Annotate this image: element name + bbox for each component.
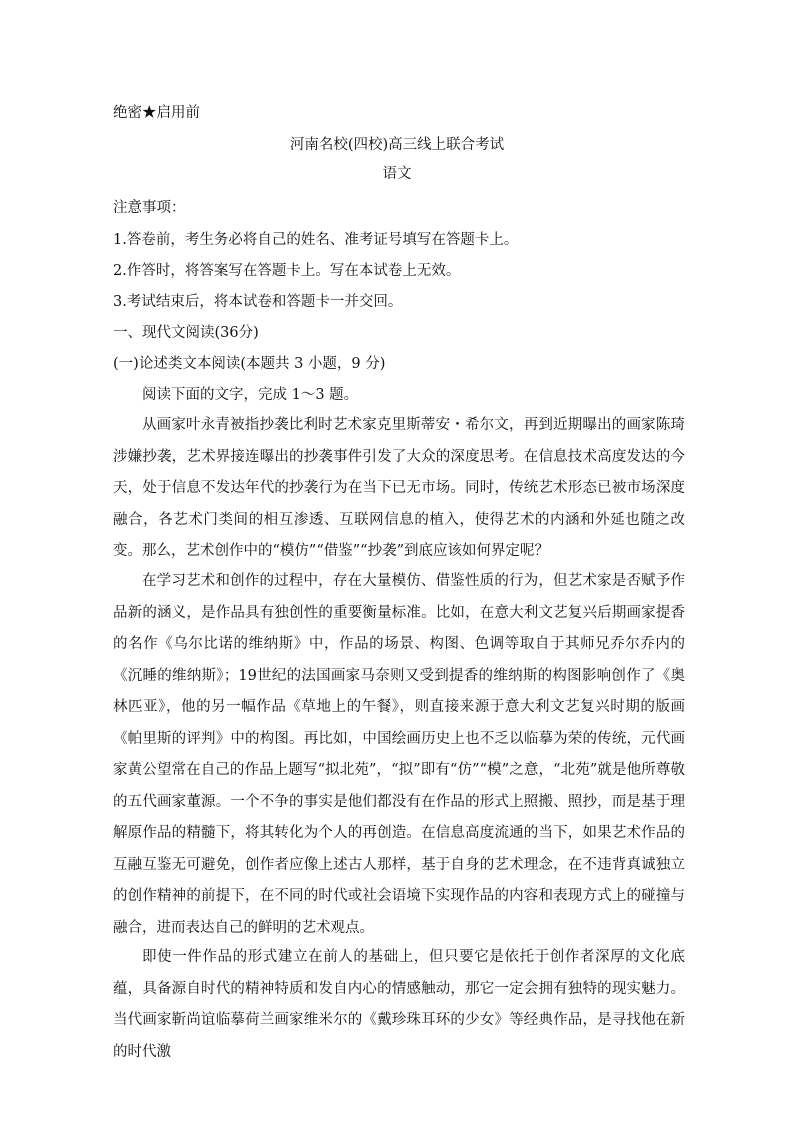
passage-paragraph-3: 即使一件作品的形式建立在前人的基础上，但只要它是依托于创作者深厚的文化底蕴，具备源自时代的精神特质和发自内心的情感触动，那它一定会拥有独特的现实魅力。当代画家靳尚谊临摹荷兰画家维米尔的《戴珍珠耳环的少女》等经典作品，是寻找他在新的时代激 — [113, 949, 685, 1060]
subject-title: 语文 — [382, 166, 412, 182]
subsection-title: (一)论述类文本阅读(本题共 3 小题，9 分) — [113, 356, 386, 372]
passage-paragraph-2: 在学习艺术和创作的过程中，存在大量模仿、借鉴性质的行为，但艺术家是否赋予作品新的涵义，是作品具有独创性的重要衡量标准。比如，在意大利文艺复兴后期画家提香的名作《乌尔比诺的维纳斯》中，作品的场景、构图、色调等取自于其师兄乔尔乔内的《沉睡的维纳斯》；19世纪的法国画家马奈则又受到提香的维纳斯的构图影响创作了《奥林匹亚》，他的另一幅作品《草地上的午餐》，则直接来源于意大利文艺复兴时期的版画《帕里斯的评判》中的构图。再比如，中国绘画历史上也不乏以临摹为荣的传统，元代画家黄公望常在自己的作品上题写“拟北苑”，“拟”即有“仿”“模”之意，“北苑”就是他所尊敬的五代画家董源。一个不争的事实是他们都没有在作品的形式上照搬、照抄，而是基于理解原作品的精髓下，将其转化为个人的再创造。在信息高度流通的当下，如果艺术作品的互融互鉴无可避免，创作者应像上述古人那样，基于自身的艺术理念，在不违背真诚独立的创作精神的前提下，在不同的时代或社会语境下实现作品的内容和表现方式上的碰撞与融合，进而表达自己的鲜明的艺术观点。 — [113, 573, 685, 936]
notice-heading: 注意事项： — [113, 200, 186, 216]
section-title: 一、现代文阅读(36分) — [113, 325, 259, 341]
passage-paragraph-1: 从画家叶永青被指抄袭比利时艺术家克里斯蒂安・希尔文，再到近期曝出的画家陈琦涉嫌抄袭，艺术界接连曝出的抄袭事件引发了大众的深度思考。在信息技术高度发达的今天，处于信息不发达年代的抄袭行为在当下已无市场。同时，传统艺术形态已被市场深度融合，各艺术门类间的相互渗透、互联网信息的植入，使得艺术的内涵和外延也随之改变。那么，艺术创作中的“模仿”“借鉴”“抄袭”到底应该如何界定呢？ — [113, 417, 685, 559]
reading-instruction: 阅读下面的文字，完成 1～3 题。 — [142, 387, 359, 403]
notice-item: 3.考试结束后，将本试卷和答题卡一并交回。 — [113, 294, 403, 310]
confidential-label: 绝密★启用前 — [113, 105, 200, 121]
notice-item: 1.答卷前，考生务必将自己的姓名、准考证号填写在答题卡上。 — [113, 232, 519, 248]
exam-title: 河南名校(四校)高三线上联合考试 — [289, 137, 505, 153]
notice-item: 2.作答时，将答案写在答题卡上。写在本试卷上无效。 — [113, 263, 461, 279]
